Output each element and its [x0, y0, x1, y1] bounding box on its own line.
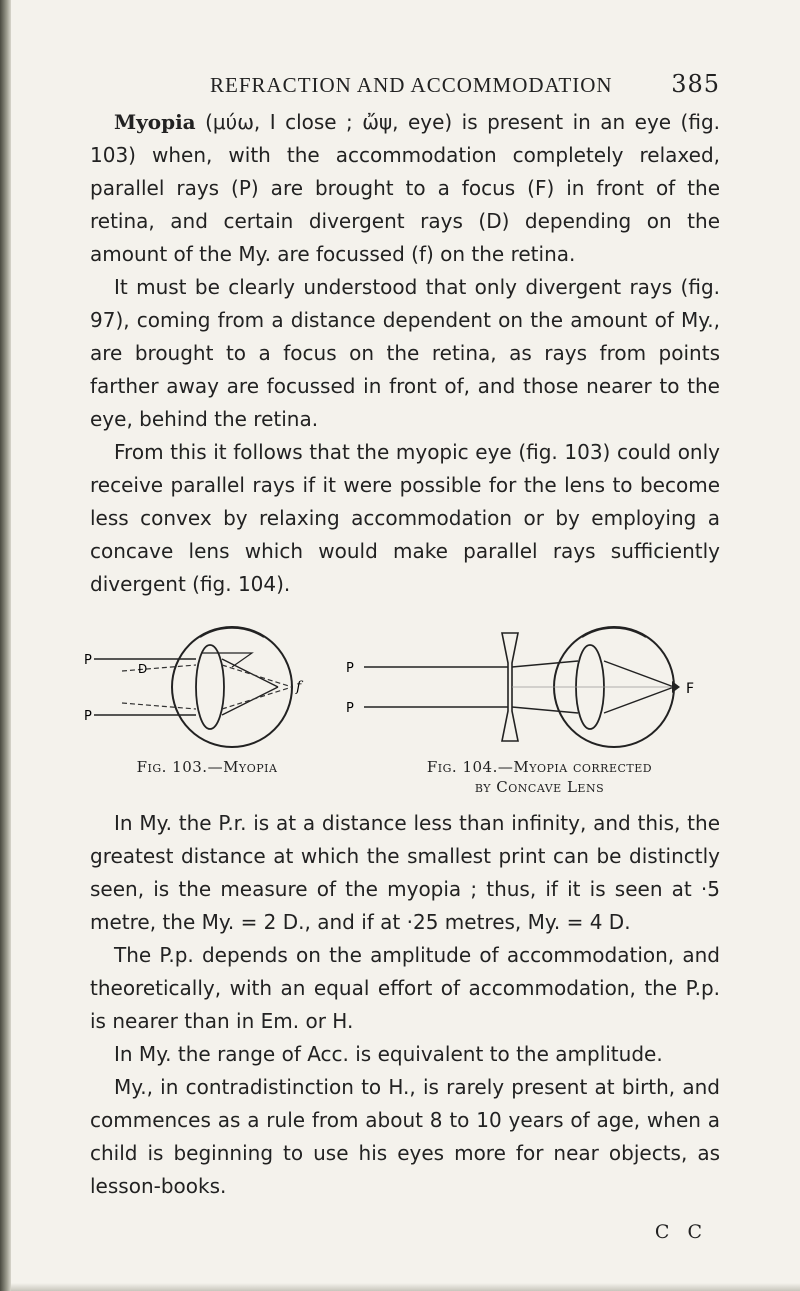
figure-103-caption: Fig. 103.—Myopia [136, 758, 278, 776]
paragraph-range [90, 1038, 720, 1071]
focused-ray-upper [222, 665, 292, 687]
eyeball-outline [172, 627, 292, 747]
label-p-upper: P [346, 661, 354, 676]
figure-103 [82, 623, 332, 777]
figure-104-caption-line2: by Concave Lens [474, 778, 605, 796]
focus-arrow [672, 681, 680, 693]
label-f: F [686, 681, 695, 697]
paragraph-text: In My. the P.r. is at a distance less than infinity, and this, the greatest distance at which the smallest print can be distinctly seen, is the measure of the myopia ; thus, if it is seen at ·5 metre, the My. = 2 D., and if at ·25 metres, My. = 4 D. [90, 811, 720, 934]
ciliary-line [202, 653, 252, 667]
paragraph-myopia-definition [90, 106, 720, 271]
crystalline-lens [196, 645, 224, 729]
focused-ray-upper [604, 661, 674, 687]
paragraph-text: My., in contradistinction to H., is rarely present at birth, and commences as a rule from about 8 to 10 years of age, when a child is beginning to use his eyes more for near objects, as lesson-books. [90, 1075, 720, 1198]
focused-ray-lower [222, 687, 292, 709]
converging-ray-lower [222, 687, 278, 715]
divergent-ray-upper [122, 665, 196, 671]
diverged-ray-lower [512, 707, 578, 713]
divergent-ray-lower [122, 703, 196, 709]
label-p-upper: P [84, 653, 92, 668]
label-p-lower: P [84, 709, 92, 724]
cornea-arc [200, 628, 264, 637]
paragraph-lead-term: Myopia [114, 110, 196, 134]
page-bottom-shadow [11, 1283, 800, 1291]
book-spine-shadow [0, 0, 11, 1291]
paragraph-onset [90, 1071, 720, 1203]
page-number: 385 [671, 70, 720, 98]
diverged-ray-upper [512, 661, 578, 667]
myopia-eye-diagram [82, 623, 332, 751]
running-head-title: REFRACTION AND ACCOMMODATION [210, 73, 613, 97]
paragraph-far-point [90, 807, 720, 939]
paragraph-text: The P.p. depends on the amplitude of accommodation, and theoretically, with an equal effort of accommodation, the P.p. is nearer than in Em. or H. [90, 943, 720, 1033]
figure-104-caption [342, 757, 737, 797]
figure-104-caption-line1: Fig. 104.—Myopia corrected [426, 758, 653, 776]
running-head [90, 70, 720, 98]
paragraph-near-point [90, 939, 720, 1038]
paragraph-concave-lens [90, 436, 720, 601]
paragraph-text: It must be clearly understood that only divergent rays (fig. 97), coming from a distance dependent on the amount of My., are brought to a focus on the retina, as rays from points farther away are focussed in front of, and those nearer to the eye, behind the retina. [90, 275, 720, 431]
figures-row [84, 623, 720, 801]
figure-104 [342, 623, 737, 797]
label-p-lower: P [346, 701, 354, 716]
signature-mark: C C [654, 1221, 708, 1243]
myopia-corrected-diagram [342, 623, 737, 751]
label-d: D [138, 662, 148, 676]
paragraph-text: From this it follows that the myopic eye (fig. 103) could only receive parallel rays if it were possible for the lens to become less convex by relaxing accommodation or by employing a concave lens which would make parallel rays sufficiently divergent (fig. 104). [90, 440, 720, 596]
book-page [84, 70, 720, 1243]
paragraph-divergent-rays [90, 271, 720, 436]
converging-ray-upper [222, 659, 278, 687]
focused-ray-lower [604, 687, 674, 713]
label-f: f [296, 679, 302, 695]
cornea-arc [582, 628, 646, 637]
paragraph-text: (μύω, I close ; ὤψ, eye) is present in an eye (fig. 103) when, with the accommodation completely relaxed, parallel rays (P) are brought to a focus (F) in front of the retina, and certain divergent rays (D) depending on the amount of the My. are focussed (f) on the retina. [90, 110, 720, 266]
paragraph-text: In My. the range of Acc. is equivalent to the amplitude. [114, 1042, 663, 1066]
